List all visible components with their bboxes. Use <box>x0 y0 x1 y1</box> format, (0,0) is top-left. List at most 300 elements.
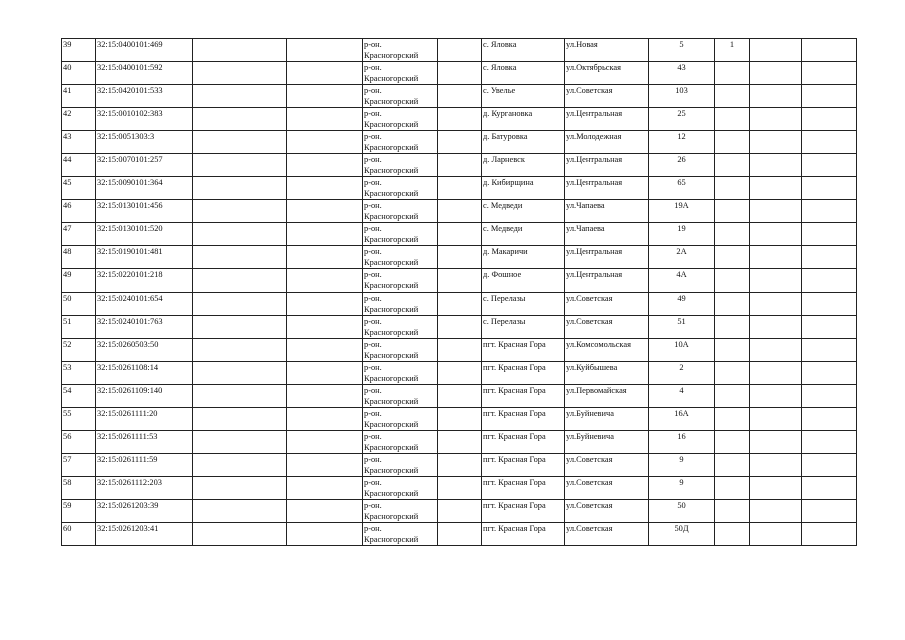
cadastral-number: 32:15:0261111:59 <box>96 453 193 476</box>
district-line-1: р-он. <box>364 247 382 257</box>
empty-cell <box>802 315 857 338</box>
empty-cell <box>802 499 857 522</box>
row-number: 42 <box>62 108 96 131</box>
house-number: 4 <box>649 384 715 407</box>
district-line-1: р-он. <box>364 132 382 142</box>
house-number: 26 <box>649 154 715 177</box>
empty-cell <box>438 39 482 62</box>
street: ул.Центральная <box>565 246 649 269</box>
row-number: 56 <box>62 430 96 453</box>
district <box>363 315 438 338</box>
district-line-2: Красногорский <box>364 534 419 544</box>
cadastral-number: 32:15:0420101:533 <box>96 85 193 108</box>
street: ул.Советская <box>565 85 649 108</box>
district <box>363 384 438 407</box>
settlement: д. Кургановка <box>482 108 565 131</box>
district-line-1: р-он. <box>364 270 382 280</box>
empty-cell <box>750 154 802 177</box>
empty-cell <box>750 407 802 430</box>
district <box>363 338 438 361</box>
empty-cell <box>750 384 802 407</box>
district-line-2: Красногорский <box>364 212 419 222</box>
district <box>363 154 438 177</box>
street: ул.Молодежная <box>565 131 649 154</box>
empty-cell <box>750 108 802 131</box>
table-row <box>62 39 857 62</box>
district-line-1: р-он. <box>364 385 382 395</box>
cadastral-number: 32:15:0240101:763 <box>96 315 193 338</box>
district-line-1: р-он. <box>364 224 382 234</box>
empty-cell <box>287 154 363 177</box>
district-line-1: р-он. <box>364 477 382 487</box>
empty-cell <box>438 85 482 108</box>
table-row <box>62 522 857 545</box>
row-number: 51 <box>62 315 96 338</box>
street: ул.Куйбышева <box>565 361 649 384</box>
empty-cell <box>438 269 482 292</box>
cadastral-number: 32:15:0261108:14 <box>96 361 193 384</box>
empty-cell <box>287 223 363 246</box>
house-number: 9 <box>649 476 715 499</box>
street: ул.Центральная <box>565 177 649 200</box>
settlement: д. Батуровка <box>482 131 565 154</box>
street: ул.Чапаева <box>565 200 649 223</box>
district-line-2: Красногорский <box>364 258 419 268</box>
street: ул.Советская <box>565 499 649 522</box>
house-number: 49 <box>649 292 715 315</box>
row-number: 43 <box>62 131 96 154</box>
district-line-2: Красногорский <box>364 281 419 291</box>
empty-cell <box>287 453 363 476</box>
empty-cell <box>802 522 857 545</box>
empty-cell <box>438 315 482 338</box>
street: ул.Центральная <box>565 154 649 177</box>
extra-value <box>715 200 750 223</box>
empty-cell <box>750 223 802 246</box>
house-number: 16 <box>649 430 715 453</box>
settlement: с. Перелазы <box>482 315 565 338</box>
empty-cell <box>287 522 363 545</box>
district-line-2: Красногорский <box>364 189 419 199</box>
settlement: пгт. Красная Гора <box>482 522 565 545</box>
table-row <box>62 476 857 499</box>
empty-cell <box>438 177 482 200</box>
empty-cell <box>438 200 482 223</box>
house-number: 2А <box>649 246 715 269</box>
district-line-2: Красногорский <box>364 97 419 107</box>
cadastral-number: 32:15:0010102:383 <box>96 108 193 131</box>
empty-cell <box>802 407 857 430</box>
table-row <box>62 154 857 177</box>
empty-cell <box>287 384 363 407</box>
row-number: 45 <box>62 177 96 200</box>
cadastral-number: 32:15:0261111:53 <box>96 430 193 453</box>
extra-value <box>715 315 750 338</box>
empty-cell <box>287 338 363 361</box>
district <box>363 269 438 292</box>
district-line-2: Красногорский <box>364 465 419 475</box>
extra-value <box>715 108 750 131</box>
row-number: 55 <box>62 407 96 430</box>
empty-cell <box>802 200 857 223</box>
empty-cell <box>193 338 287 361</box>
empty-cell <box>287 499 363 522</box>
empty-cell <box>193 430 287 453</box>
empty-cell <box>438 522 482 545</box>
district <box>363 499 438 522</box>
house-number: 51 <box>649 315 715 338</box>
empty-cell <box>750 39 802 62</box>
table-row <box>62 223 857 246</box>
table-row <box>62 338 857 361</box>
street: ул.Октябрьская <box>565 62 649 85</box>
house-number: 25 <box>649 108 715 131</box>
empty-cell <box>193 223 287 246</box>
empty-cell <box>802 85 857 108</box>
empty-cell <box>438 62 482 85</box>
house-number: 50 <box>649 499 715 522</box>
settlement: пгт. Красная Гора <box>482 338 565 361</box>
empty-cell <box>287 85 363 108</box>
house-number: 2 <box>649 361 715 384</box>
house-number: 9 <box>649 453 715 476</box>
district <box>363 476 438 499</box>
district-line-1: р-он. <box>364 431 382 441</box>
house-number: 65 <box>649 177 715 200</box>
empty-cell <box>193 453 287 476</box>
district-line-1: р-он. <box>364 316 382 326</box>
district-line-2: Красногорский <box>364 51 419 60</box>
extra-value <box>715 338 750 361</box>
empty-cell <box>287 200 363 223</box>
empty-cell <box>193 246 287 269</box>
street: ул.Буйневича <box>565 430 649 453</box>
street: ул.Советская <box>565 453 649 476</box>
table-row <box>62 430 857 453</box>
house-number: 43 <box>649 62 715 85</box>
empty-cell <box>193 154 287 177</box>
table-row <box>62 453 857 476</box>
cadastral-number: 32:15:0400101:469 <box>96 39 193 62</box>
settlement: пгт. Красная Гора <box>482 384 565 407</box>
empty-cell <box>750 246 802 269</box>
empty-cell <box>438 131 482 154</box>
district <box>363 223 438 246</box>
district-line-1: р-он. <box>364 339 382 349</box>
row-number: 60 <box>62 522 96 545</box>
extra-value <box>715 292 750 315</box>
empty-cell <box>750 476 802 499</box>
empty-cell <box>287 108 363 131</box>
empty-cell <box>802 269 857 292</box>
district-line-2: Красногорский <box>364 511 419 521</box>
district-line-2: Красногорский <box>364 166 419 176</box>
empty-cell <box>802 131 857 154</box>
house-number: 4А <box>649 269 715 292</box>
street: ул.Новая <box>565 39 649 62</box>
settlement: д. Фошное <box>482 269 565 292</box>
house-number: 19А <box>649 200 715 223</box>
row-number: 58 <box>62 476 96 499</box>
empty-cell <box>193 39 287 62</box>
empty-cell <box>750 453 802 476</box>
empty-cell <box>438 223 482 246</box>
street: ул.Первомайская <box>565 384 649 407</box>
row-number: 49 <box>62 269 96 292</box>
empty-cell <box>193 361 287 384</box>
empty-cell <box>193 62 287 85</box>
extra-value <box>715 223 750 246</box>
district-line-1: р-он. <box>364 201 382 211</box>
street: ул.Советская <box>565 476 649 499</box>
district <box>363 246 438 269</box>
table-row <box>62 499 857 522</box>
district <box>363 200 438 223</box>
settlement: с. Яловка <box>482 39 565 62</box>
street: ул.Комсомольская <box>565 338 649 361</box>
table-row <box>62 246 857 269</box>
row-number: 59 <box>62 499 96 522</box>
empty-cell <box>438 108 482 131</box>
empty-cell <box>287 407 363 430</box>
row-number: 54 <box>62 384 96 407</box>
empty-cell <box>750 499 802 522</box>
empty-cell <box>287 62 363 85</box>
row-number: 52 <box>62 338 96 361</box>
district-line-2: Красногорский <box>364 304 419 314</box>
district <box>363 85 438 108</box>
settlement: пгт. Красная Гора <box>482 453 565 476</box>
table-row <box>62 85 857 108</box>
empty-cell <box>287 39 363 62</box>
cadastral-number: 32:15:0261109:140 <box>96 384 193 407</box>
district-line-1: р-он. <box>364 40 382 49</box>
district <box>363 177 438 200</box>
extra-value <box>715 384 750 407</box>
district-line-2: Красногорский <box>364 396 419 406</box>
district-line-1: р-он. <box>364 109 382 119</box>
house-number: 50Д <box>649 522 715 545</box>
empty-cell <box>750 338 802 361</box>
empty-cell <box>287 430 363 453</box>
extra-value <box>715 177 750 200</box>
row-number: 46 <box>62 200 96 223</box>
settlement: д. Макаричи <box>482 246 565 269</box>
empty-cell <box>750 315 802 338</box>
extra-value <box>715 85 750 108</box>
empty-cell <box>802 62 857 85</box>
cadastral-number: 32:15:0220101:218 <box>96 269 193 292</box>
settlement: с. Яловка <box>482 62 565 85</box>
extra-value <box>715 361 750 384</box>
cadastral-number: 32:15:0261203:39 <box>96 499 193 522</box>
district-line-1: р-он. <box>364 500 382 510</box>
district <box>363 522 438 545</box>
district-line-2: Красногорский <box>364 488 419 498</box>
table-row <box>62 292 857 315</box>
extra-value <box>715 499 750 522</box>
house-number: 10А <box>649 338 715 361</box>
district <box>363 453 438 476</box>
empty-cell <box>193 131 287 154</box>
settlement: с. Медведи <box>482 223 565 246</box>
empty-cell <box>802 292 857 315</box>
extra-value <box>715 522 750 545</box>
district-line-2: Красногорский <box>364 74 419 84</box>
extra-value <box>715 430 750 453</box>
empty-cell <box>438 407 482 430</box>
empty-cell <box>193 269 287 292</box>
empty-cell <box>750 85 802 108</box>
cadastral-number: 32:15:0261112:203 <box>96 476 193 499</box>
empty-cell <box>802 108 857 131</box>
empty-cell <box>193 407 287 430</box>
cadastral-number: 32:15:0261203:41 <box>96 522 193 545</box>
empty-cell <box>802 154 857 177</box>
extra-value: 1 <box>715 39 750 62</box>
settlement: пгт. Красная Гора <box>482 430 565 453</box>
empty-cell <box>193 292 287 315</box>
empty-cell <box>438 384 482 407</box>
empty-cell <box>193 108 287 131</box>
empty-cell <box>802 246 857 269</box>
street: ул.Советская <box>565 315 649 338</box>
settlement: д. Ларневск <box>482 154 565 177</box>
empty-cell <box>193 200 287 223</box>
table-row <box>62 200 857 223</box>
cadastral-number: 32:15:0190101:481 <box>96 246 193 269</box>
empty-cell <box>193 177 287 200</box>
cadastral-number: 32:15:0070101:257 <box>96 154 193 177</box>
district <box>363 108 438 131</box>
row-number: 53 <box>62 361 96 384</box>
table-row <box>62 177 857 200</box>
extra-value <box>715 131 750 154</box>
empty-cell <box>802 361 857 384</box>
street: ул.Центральная <box>565 269 649 292</box>
cadastral-number: 32:15:0130101:520 <box>96 223 193 246</box>
empty-cell <box>287 476 363 499</box>
settlement: д. Кибирщина <box>482 177 565 200</box>
empty-cell <box>802 476 857 499</box>
extra-value <box>715 269 750 292</box>
empty-cell <box>438 361 482 384</box>
row-number: 48 <box>62 246 96 269</box>
cadastral-number: 32:15:0090101:364 <box>96 177 193 200</box>
empty-cell <box>193 476 287 499</box>
empty-cell <box>193 522 287 545</box>
district <box>363 430 438 453</box>
empty-cell <box>802 177 857 200</box>
empty-cell <box>287 361 363 384</box>
house-number: 16А <box>649 407 715 430</box>
empty-cell <box>438 154 482 177</box>
empty-cell <box>802 39 857 62</box>
empty-cell <box>438 499 482 522</box>
district-line-1: р-он. <box>364 408 382 418</box>
empty-cell <box>802 430 857 453</box>
empty-cell <box>193 499 287 522</box>
extra-value <box>715 154 750 177</box>
empty-cell <box>750 131 802 154</box>
row-number: 47 <box>62 223 96 246</box>
extra-value <box>715 453 750 476</box>
district-line-1: р-он. <box>364 293 382 303</box>
row-number: 44 <box>62 154 96 177</box>
property-table <box>61 38 857 546</box>
empty-cell <box>750 292 802 315</box>
house-number: 5 <box>649 39 715 62</box>
district-line-2: Красногорский <box>364 442 419 452</box>
street: ул.Буйневича <box>565 407 649 430</box>
empty-cell <box>750 177 802 200</box>
empty-cell <box>287 269 363 292</box>
empty-cell <box>750 269 802 292</box>
table-body <box>62 39 857 546</box>
empty-cell <box>438 430 482 453</box>
house-number: 12 <box>649 131 715 154</box>
table-row <box>62 384 857 407</box>
extra-value <box>715 407 750 430</box>
empty-cell <box>802 384 857 407</box>
district-line-2: Красногорский <box>364 350 419 360</box>
district <box>363 39 438 62</box>
street: ул.Центральная <box>565 108 649 131</box>
empty-cell <box>750 430 802 453</box>
district-line-2: Красногорский <box>364 143 419 153</box>
extra-value <box>715 476 750 499</box>
row-number: 41 <box>62 85 96 108</box>
empty-cell <box>438 292 482 315</box>
district <box>363 407 438 430</box>
settlement: пгт. Красная Гора <box>482 361 565 384</box>
district <box>363 292 438 315</box>
extra-value <box>715 62 750 85</box>
table-row <box>62 131 857 154</box>
cadastral-number: 32:15:0261111:20 <box>96 407 193 430</box>
row-number: 39 <box>62 39 96 62</box>
street: ул.Советская <box>565 292 649 315</box>
row-number: 40 <box>62 62 96 85</box>
empty-cell <box>750 200 802 223</box>
district <box>363 62 438 85</box>
table-row <box>62 407 857 430</box>
district-line-2: Красногорский <box>364 120 419 130</box>
empty-cell <box>438 453 482 476</box>
empty-cell <box>750 361 802 384</box>
house-number: 103 <box>649 85 715 108</box>
cadastral-number: 32:15:0051303:3 <box>96 131 193 154</box>
empty-cell <box>193 85 287 108</box>
empty-cell <box>802 338 857 361</box>
settlement: пгт. Красная Гора <box>482 476 565 499</box>
empty-cell <box>802 453 857 476</box>
extra-value <box>715 246 750 269</box>
street: ул.Советская <box>565 522 649 545</box>
settlement: с. Увелье <box>482 85 565 108</box>
empty-cell <box>287 292 363 315</box>
settlement: с. Перелазы <box>482 292 565 315</box>
settlement: пгт. Красная Гора <box>482 499 565 522</box>
district-line-2: Красногорский <box>364 235 419 245</box>
row-number: 57 <box>62 453 96 476</box>
table-row <box>62 62 857 85</box>
district-line-1: р-он. <box>364 454 382 464</box>
empty-cell <box>438 246 482 269</box>
empty-cell <box>193 315 287 338</box>
district-line-2: Красногорский <box>364 327 419 337</box>
district <box>363 361 438 384</box>
